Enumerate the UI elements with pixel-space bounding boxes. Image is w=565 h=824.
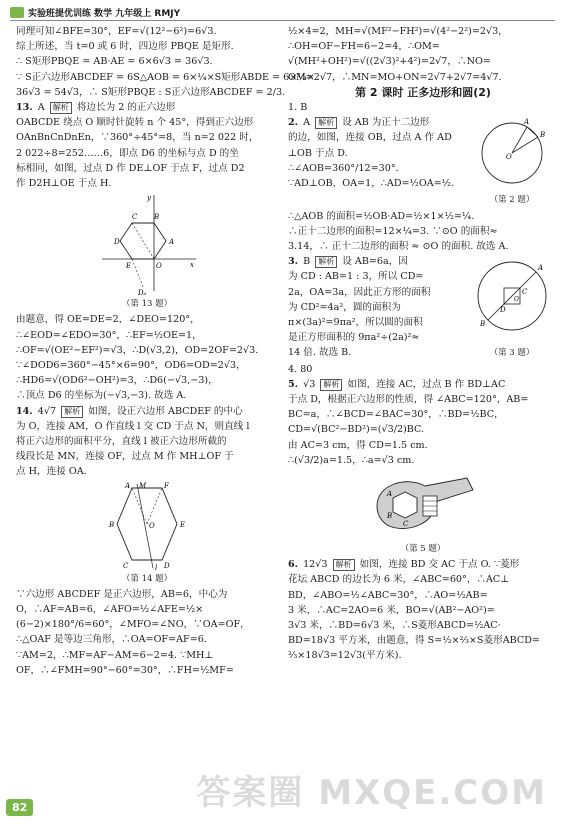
svg-text:A: A — [125, 481, 131, 490]
svg-text:E: E — [180, 520, 186, 529]
question-number: 14. — [16, 405, 33, 417]
page-header — [10, 4, 555, 21]
figure-14 — [16, 480, 278, 587]
text-line: 3 米，∴AC=2AO=6 米，BO=√(AB²−AO²)= — [288, 604, 495, 616]
question-3-block — [288, 254, 558, 361]
svg-text:A: A — [387, 490, 393, 499]
lesson-title: 第 2 课时 正多边形和圆(2) — [355, 85, 491, 99]
text-line: 如图，连接 AC，过点 B 作 BD⊥AC — [347, 378, 506, 390]
text-line: 设 AB=6a，因 — [342, 256, 408, 268]
text-line: ⅔×18√3=12√3(平方米). — [288, 650, 402, 662]
question-number: 13. — [16, 102, 33, 114]
answer: 12√3 — [303, 559, 328, 571]
question-3-header — [288, 254, 466, 269]
figure-caption: （第 13 题） — [121, 299, 173, 310]
answer-4: 4. 80 — [288, 363, 313, 375]
analysis-tag: 解析 — [315, 256, 337, 268]
text-line: ∵∠DOD6=360°−45°×6=90°，OD6=OD=2√3， — [16, 360, 246, 372]
svg-text:E: E — [126, 262, 132, 271]
text-line: 将正六边形的面积平分，直线 l 被正六边形所截的 — [16, 436, 227, 448]
text-line: ⊥OB 于点 D. — [288, 147, 348, 159]
wrench-hexagon-diagram — [363, 468, 483, 542]
analysis-tag: 解析 — [333, 559, 355, 571]
text-line: ∴∠AOB=360°/12=30°. — [288, 162, 399, 174]
answer-1: 1. B — [288, 102, 308, 114]
text-line: 于点 D，根据正六边形的性质，得 ∠ABC=120°，AB= — [288, 394, 529, 406]
figure-caption: （第 14 题） — [121, 573, 173, 584]
text-line: ∴HD6=√(OD6²−OH²)=3，∴D6(−√3,−3)， — [16, 375, 218, 387]
figure-caption: （第 5 题） — [400, 544, 446, 555]
coordinate-hexagon-diagram — [92, 191, 202, 297]
text-line: 的边，如图，连接 OB，过点 A 作 AD — [288, 132, 452, 144]
svg-text:C: C — [522, 288, 528, 297]
svg-text:F: F — [164, 481, 169, 490]
text-line: 由题意，得 OE=DE=2，∠DEO=120°， — [16, 314, 200, 326]
text-line: 花坛 ABCD 的边长为 6 米，∠ABC=60°，∴AC⊥ — [288, 574, 510, 586]
text-line: ∴(√3/2)a=1.5，∴a=√3 cm. — [288, 454, 415, 466]
text-line: ∴∠EOD=∠EDO=30°，∴EF=½OE=1， — [16, 329, 202, 341]
text-line: 3.14，∴ 正十二边形的面积 ≈ ⊙O 的面积. 故选 A. — [288, 241, 509, 253]
text-line: BD，∠ABO=½∠ABC=30°，∴AO=½AB= — [288, 589, 488, 601]
text-line: 设 AB 为正十二边形 — [342, 117, 430, 129]
svg-text:l: l — [155, 563, 158, 572]
text-line: OF，∴∠FMH=90°−60°=30°，∴FH=½MF= — [16, 664, 234, 676]
text-line: OM=2√7，∴MN=MO+ON=2√7+2√7=4√7. — [288, 71, 502, 83]
question-2-block — [288, 115, 558, 208]
question-6-header — [288, 557, 558, 572]
svg-text:A: A — [524, 118, 530, 127]
hexagon-line-diagram — [97, 480, 197, 572]
text-line: ∴△AOB 的面积=½OB·AD=½×1×½=¼. — [288, 210, 475, 222]
question-number: 2. — [288, 117, 299, 129]
text-line: CD=√(BC²−BD²)=(√3/2)BC. — [288, 424, 425, 436]
text-line: ∴△OAF 是等边三角形，∴OA=OF=AF=6. — [16, 634, 207, 646]
text-line: OABCDE 绕点 O 顺时针旋转 n 个 45°，得到正六边形 — [16, 117, 254, 129]
text-line: √(MH²+OH²)=√((2√3)²+4²)=2√7，∴NO= — [288, 56, 491, 68]
svg-text:D: D — [500, 306, 506, 315]
text-line: 作 D2H⊥OE 于点 H. — [16, 178, 112, 190]
text-line: (6−2)×180°/6=60°，∠MFO=∠NO，∵OA=OF， — [16, 619, 250, 631]
text-line: π×(3a)²=9πa²，所以圆的面积 — [288, 317, 423, 329]
text-line: 是正方形面积的 9πa²÷(2a)²≈ — [288, 332, 420, 344]
svg-text:D: D — [114, 238, 120, 247]
header-title: 实验班提优训练 数学 九年级上 RMJY — [28, 8, 181, 19]
figure-caption: （第 2 题） — [489, 195, 535, 206]
text-line: OAnBnCnDnEn，∵360°÷45°=8，当 n=2 022 时， — [16, 132, 259, 144]
figure-5 — [288, 468, 558, 557]
question-14-header — [16, 404, 278, 419]
svg-text:C: C — [132, 213, 138, 222]
question-number: 6. — [288, 559, 299, 571]
svg-text:M: M — [139, 481, 147, 490]
text-line: 2a，OA=3a，因此正方形的面积 — [288, 286, 431, 298]
text-line: ∵ S正六边形ABCDEF = 6S△AOB = 6×¼×S矩形ABDE = 6×¼× — [16, 71, 315, 83]
text-line: BC=a，∴∠BCD=∠BAC=30°，∴BD=½BC， — [288, 409, 504, 421]
text-line: 综上所述，当 t=0 或 6 时，四边形 PBQE 是矩形. — [16, 41, 234, 53]
answer: B — [303, 256, 311, 268]
svg-text:B: B — [109, 520, 115, 529]
text-line: 2 022÷8=252……6，即点 D6 的坐标与点 D 的坐 — [16, 147, 239, 159]
figure-caption: （第 3 题） — [489, 348, 535, 359]
text-line: ∴OH=OF−FH=6−2=4，∴OM= — [288, 41, 440, 53]
svg-text:B: B — [480, 320, 486, 329]
text-line: ∴正十二边形的面积=12×¼=3. ∵⊙O 的面积≈ — [288, 225, 498, 237]
analysis-tag: 解析 — [320, 379, 342, 391]
text-line: 为 O，连接 AM，O 作直线 l 交 CD 于点 N，则直线 l — [16, 420, 250, 432]
svg-text:C: C — [123, 561, 129, 570]
svg-text:A: A — [538, 264, 544, 273]
text-line: ∵AD⊥OB，OA=1，∴AD=½OA=½. — [288, 178, 455, 190]
book-logo-icon — [10, 7, 24, 18]
svg-text:D₆: D₆ — [138, 289, 147, 298]
text-line: ∵AM=2，∴MF=AF−AM=6−2=4. ∵MH⊥ — [16, 649, 214, 661]
text-line: 同理可知∠BFE=30°，EF=√(12²−6²)=6√3. — [16, 26, 217, 37]
svg-text:x: x — [190, 261, 194, 270]
text-line: 线段长是 MN，连接 OF，过点 M 作 MH⊥OF 于 — [16, 451, 234, 463]
svg-text:O: O — [156, 262, 162, 271]
text-line: 如图，设正六边形 ABCDEF 的中心 — [88, 405, 243, 417]
question-13-header — [16, 100, 278, 115]
svg-text:B: B — [540, 131, 546, 140]
text-line: BD=18√3 平方米，由题意，得 S=½×⅔×S菱形ABCD= — [288, 635, 540, 647]
page-number: 82 — [6, 799, 33, 816]
svg-text:y: y — [147, 194, 151, 203]
circle-square-diagram — [470, 254, 554, 340]
svg-text:D: D — [164, 561, 170, 570]
text-line: 如图，连接 BD 交 AC 于点 O. ∵菱形 — [359, 559, 520, 571]
text-line: 由 AC=3 cm，得 CD=1.5 cm. — [288, 439, 428, 451]
svg-text:O: O — [506, 153, 512, 162]
text-line: ∵六边形 ABCDEF 是正六边形，AB=6，中心为 — [16, 588, 228, 600]
figure-2 — [466, 115, 558, 208]
text-line: 为 CD²=4a²，圆的面积为 — [288, 301, 401, 313]
right-column — [288, 24, 558, 664]
question-number: 3. — [288, 256, 299, 268]
svg-text:B: B — [154, 213, 160, 222]
question-2-header — [288, 115, 466, 130]
answer: A — [303, 117, 311, 129]
text-line: ∴ S矩形PBQE = AB·AE = 6×6√3 = 36√3. — [16, 56, 213, 68]
figure-13 — [16, 191, 278, 312]
text-line: 14 倍. 故选 B. — [288, 347, 352, 359]
circle-sector-diagram — [472, 115, 552, 187]
answer: A — [37, 102, 45, 114]
answer: 4√7 — [37, 405, 57, 417]
analysis-tag: 解析 — [61, 406, 83, 418]
analysis-tag: 解析 — [315, 117, 337, 129]
text-line: 点 H，连接 OA. — [16, 466, 87, 478]
text-line: ½×4=2，MH=√(MF²−FH²)=√(4²−2²)=2√3， — [288, 26, 508, 37]
text-line: 将边长为 2 的正六边形 — [76, 102, 176, 114]
text-line: 3√3 米，∴BD=6√3 米，∴S菱形ABCD=½AC· — [288, 620, 501, 632]
text-line: ∴OF=√(OE²−EF²)=√3，∴D(√3,2)，OD=2OF=2√3. — [16, 344, 259, 356]
watermark: 答案圈 MXQE.COM — [196, 773, 547, 813]
svg-text:O: O — [149, 521, 155, 530]
answer: √3 — [303, 378, 316, 390]
analysis-tag: 解析 — [50, 102, 72, 114]
text-line: ∴顶点 D6 的坐标为(−√3,−3). 故选 A. — [16, 390, 187, 402]
text-line: O，∴AF=AB=6，∠AFO=½∠AFE=½× — [16, 604, 204, 616]
figure-3 — [466, 254, 558, 361]
svg-text:A: A — [169, 238, 175, 247]
svg-text:C: C — [403, 520, 409, 529]
svg-text:B: B — [387, 512, 393, 521]
question-number: 5. — [288, 378, 299, 390]
text-line: 36√3 = 54√3，∴ S矩形PBQE : S正六边形ABCDEF = 2/3. — [16, 86, 286, 98]
question-5-header — [288, 377, 558, 392]
text-line: 标相同，如图，过点 D 作 DE⊥OF 于点 F，过点 D2 — [16, 162, 245, 174]
text-line: 为 CD : AB=1 : 3，所以 CD= — [288, 271, 424, 283]
svg-text:O: O — [514, 296, 519, 304]
